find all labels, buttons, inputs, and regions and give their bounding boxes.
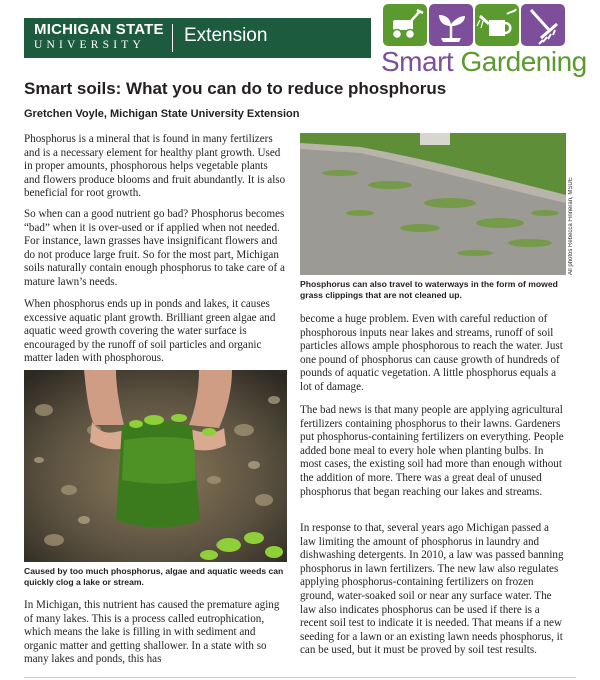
seedling-icon: [429, 4, 473, 46]
msu-extension-banner: [24, 18, 371, 58]
watering-can-icon: [475, 4, 519, 46]
algae-photo-caption: Caused by too much phosphorus, algae and aquatic weeds can quickly clog a lake or stream.: [24, 566, 284, 587]
rake-icon: [521, 4, 565, 46]
footer-divider: [24, 677, 576, 678]
msu-name-line1: MICHIGAN STATE: [34, 21, 164, 38]
article-title: Smart soils: What you can do to reduce phosphorus: [24, 79, 447, 98]
smart-gardening-wordmark: [381, 46, 587, 78]
paragraph-bad-news: The bad news is that many people are applying agricultural fertilizers containing phosphorus to their lawns. Gardeners put phosphorus-containing fertilizers on everything. People added bone meal to every hole when planting bulbs. In most cases, the existing soil had more than enough without the addition of more. There was a great deal of unused phosphorus that began reaching our lakes and streams.: [300, 404, 564, 498]
wordmark-smart: Smart: [381, 46, 454, 77]
wordmark-gardening: Gardening: [460, 46, 587, 77]
article-author: Gretchen Voyle, Michigan State University Extension: [24, 108, 300, 120]
paragraph-michigan-law: In response to that, several years ago Michigan passed a law limiting the amount of phosphorus in laundry and dishwashing detergents. In 2010, a law was passed banning phosphorus in lawn fertilizers. The new law also regulates applying phosphorus-containing fertilizers on frozen ground, water-soaked soil or near any surface water. The law also indicates phosphorus can be used if there is a recent soil test to indicate it is needed. That means if a new seeding for a lawn or an existing lawn needs phosphorus, it can be used, but it must be proved by soil test results.: [300, 522, 564, 657]
paragraph-eutrophication: In Michigan, this nutrient has caused the premature aging of many lakes. This is a process called eutrophication, which means the lake is filling in with sediment and organic matter and getting shallower. In a state with so many lakes and ponds, this has: [24, 599, 280, 666]
msu-name-line2: UNIVERSITY: [34, 39, 145, 51]
clippings-photo-caption: Phosphorus can also travel to waterways in the form of mowed grass clippings that are not cleaned up.: [300, 279, 558, 300]
paragraph-bad-nutrient: So when can a good nutrient go bad? Phosphorus becomes “bad” when it is over-used or if applied when not needed. For instance, lawn grasses have insignificant flowers and do not produce large fruit. So for the most part, Michigan soils naturally contain enough phosphorus to take care of a mature lawn’s needs.: [24, 208, 285, 288]
photo-credit: All photos Rebecca Finneran, MSUE: [568, 177, 574, 275]
paragraph-ponds-lakes: When phosphorus ends up in ponds and lakes, it causes excessive aquatic plant growth. Brilliant green algae and aquatic weed growth covering the water surface is encouraged by the runoff of soil particles and organic matter laden with phosphorous.: [24, 298, 276, 365]
lawn-mower-icon: [383, 4, 427, 46]
grass-clippings-photo: [300, 133, 566, 275]
banner-divider: [172, 24, 173, 52]
algae-hands-photo: [24, 370, 287, 562]
extension-label: Extension: [184, 25, 268, 46]
paragraph-intro: Phosphorus is a mineral that is found in many fertilizers and is a necessary element for healthy plant growth. Used in proper amounts, phosphorous helps vegetable plants and flowers produce blooms and fruit abundantly. It is also beneficial for root growth.: [24, 133, 286, 200]
paragraph-huge-problem: become a huge problem. Even with careful reduction of phosphorous inputs near lakes and streams, runoff of soil particles allows ample phosphorous to reach the water. Just one pound of phosphorus can cause growth of hundreds of pounds of aquatic vegetation. A little phosphorus equals a lot of damage.: [300, 313, 563, 393]
